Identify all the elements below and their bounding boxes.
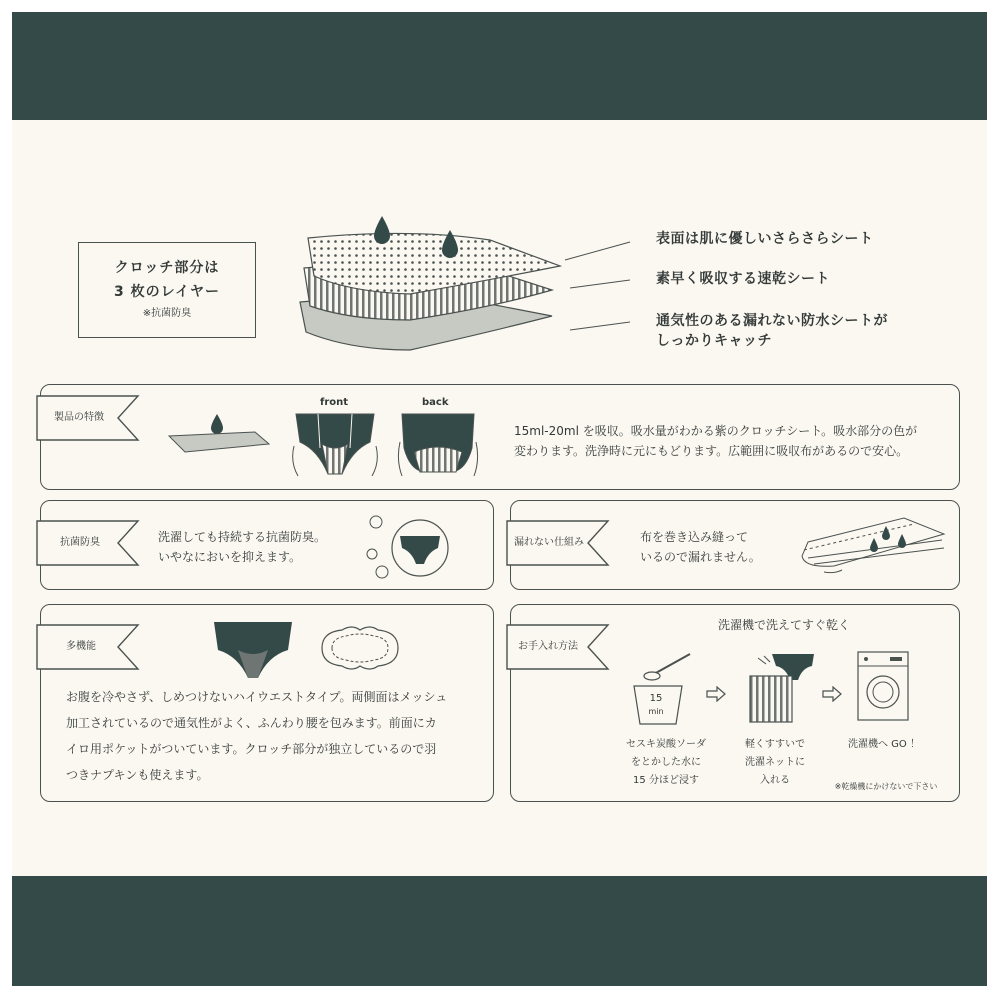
care-step2-line3: 入れる — [760, 775, 790, 786]
top-band — [12, 12, 987, 120]
leak-text-line1: 布を巻き込み縫って — [640, 530, 749, 544]
antibac-tag-label: 抗菌防臭 — [60, 537, 100, 548]
layer-waterproof-text: 通気性のある漏れない防水シートが — [656, 313, 888, 329]
care-step3: 洗濯機へ GO ！ — [848, 739, 920, 750]
panty-back-icon — [396, 412, 480, 478]
care-step1-line2: をとかした水に — [631, 757, 701, 768]
multi-tag-label: 多機能 — [66, 641, 96, 652]
features-tag-label: 製品の特徴 — [54, 412, 104, 423]
care-step2-line1: 軽くすすいで — [744, 739, 806, 750]
napkin-icon — [312, 624, 408, 672]
care-step1-line1: セスキ炭酸ソーダ — [626, 739, 706, 750]
antibac-text-line2: いやなにおいを抑えます。 — [158, 550, 302, 564]
multi-panty-icon — [212, 618, 294, 682]
multi-text-line2: 加工されているので通気性がよく、ふんわり腰を包みます。前面にカ — [66, 716, 437, 730]
water-drop-icon — [374, 216, 390, 244]
care-step2-line2: 洗濯ネットに — [745, 757, 805, 768]
leak-tag-label: 漏れない仕組み — [514, 537, 584, 548]
washing-machine-icon — [856, 650, 912, 722]
care-tag-label: お手入れ方法 — [518, 641, 578, 652]
multi-text-line4: つきナプキンも使えます。 — [66, 768, 209, 782]
multi-text-line1: お腹を冷やさず、しめつけないハイウエストタイプ。両側面はメッシュ — [66, 690, 448, 704]
care-step1-line3: 15 分ほど浸す — [633, 775, 699, 786]
antibac-panty-icon — [364, 510, 460, 582]
leak-stitch-icon — [794, 512, 950, 580]
arrow-right-icon — [822, 686, 842, 702]
layer-leader-lines — [560, 230, 640, 340]
cup-number: 15 — [649, 693, 663, 704]
layer-title-box — [78, 242, 256, 338]
back-label: back — [422, 397, 449, 408]
care-note: ※乾燥機にかけないで下さい — [834, 782, 938, 791]
leak-text-line2: いるので漏れません。 — [640, 550, 761, 564]
bottom-band — [12, 876, 987, 986]
features-text-line2: 変わります。洗浄時に元にもどります。広範囲に吸収布があるので安心。 — [514, 444, 909, 458]
layer-waterproof-text2: しっかりキャッチ — [656, 333, 772, 349]
laundry-net-icon — [744, 640, 824, 726]
layer-title-note: ※抗菌防臭 — [142, 308, 192, 319]
layer-surface-text: 表面は肌に優しいさらさらシート — [656, 231, 874, 247]
layer-sheets-illustration — [290, 210, 590, 370]
arrow-right-icon — [706, 686, 726, 702]
panty-front-icon — [290, 412, 380, 478]
layer-quickdry-text: 素早く吸収する速乾シート — [656, 271, 830, 287]
crotch-sheet-icon — [165, 410, 275, 460]
antibac-text-line1: 洗濯しても持続する抗菌防臭。 — [158, 530, 327, 544]
care-title: 洗濯機で洗えてすぐ乾く — [718, 618, 851, 632]
layer-title-line1: クロッチ部分は — [114, 260, 220, 276]
multi-text-line3: イロ用ポケットがついています。クロッチ部分が独立しているので羽 — [66, 742, 437, 756]
cup-unit: min — [648, 707, 664, 716]
features-text-line1: 15ml-20ml を吸収。吸水量がわかる紫のクロッチシート。吸水部分の色が — [514, 424, 918, 438]
layer-title-line2: 3 枚のレイヤー — [114, 284, 220, 300]
water-drop-icon — [442, 230, 458, 258]
front-label: front — [320, 397, 349, 408]
